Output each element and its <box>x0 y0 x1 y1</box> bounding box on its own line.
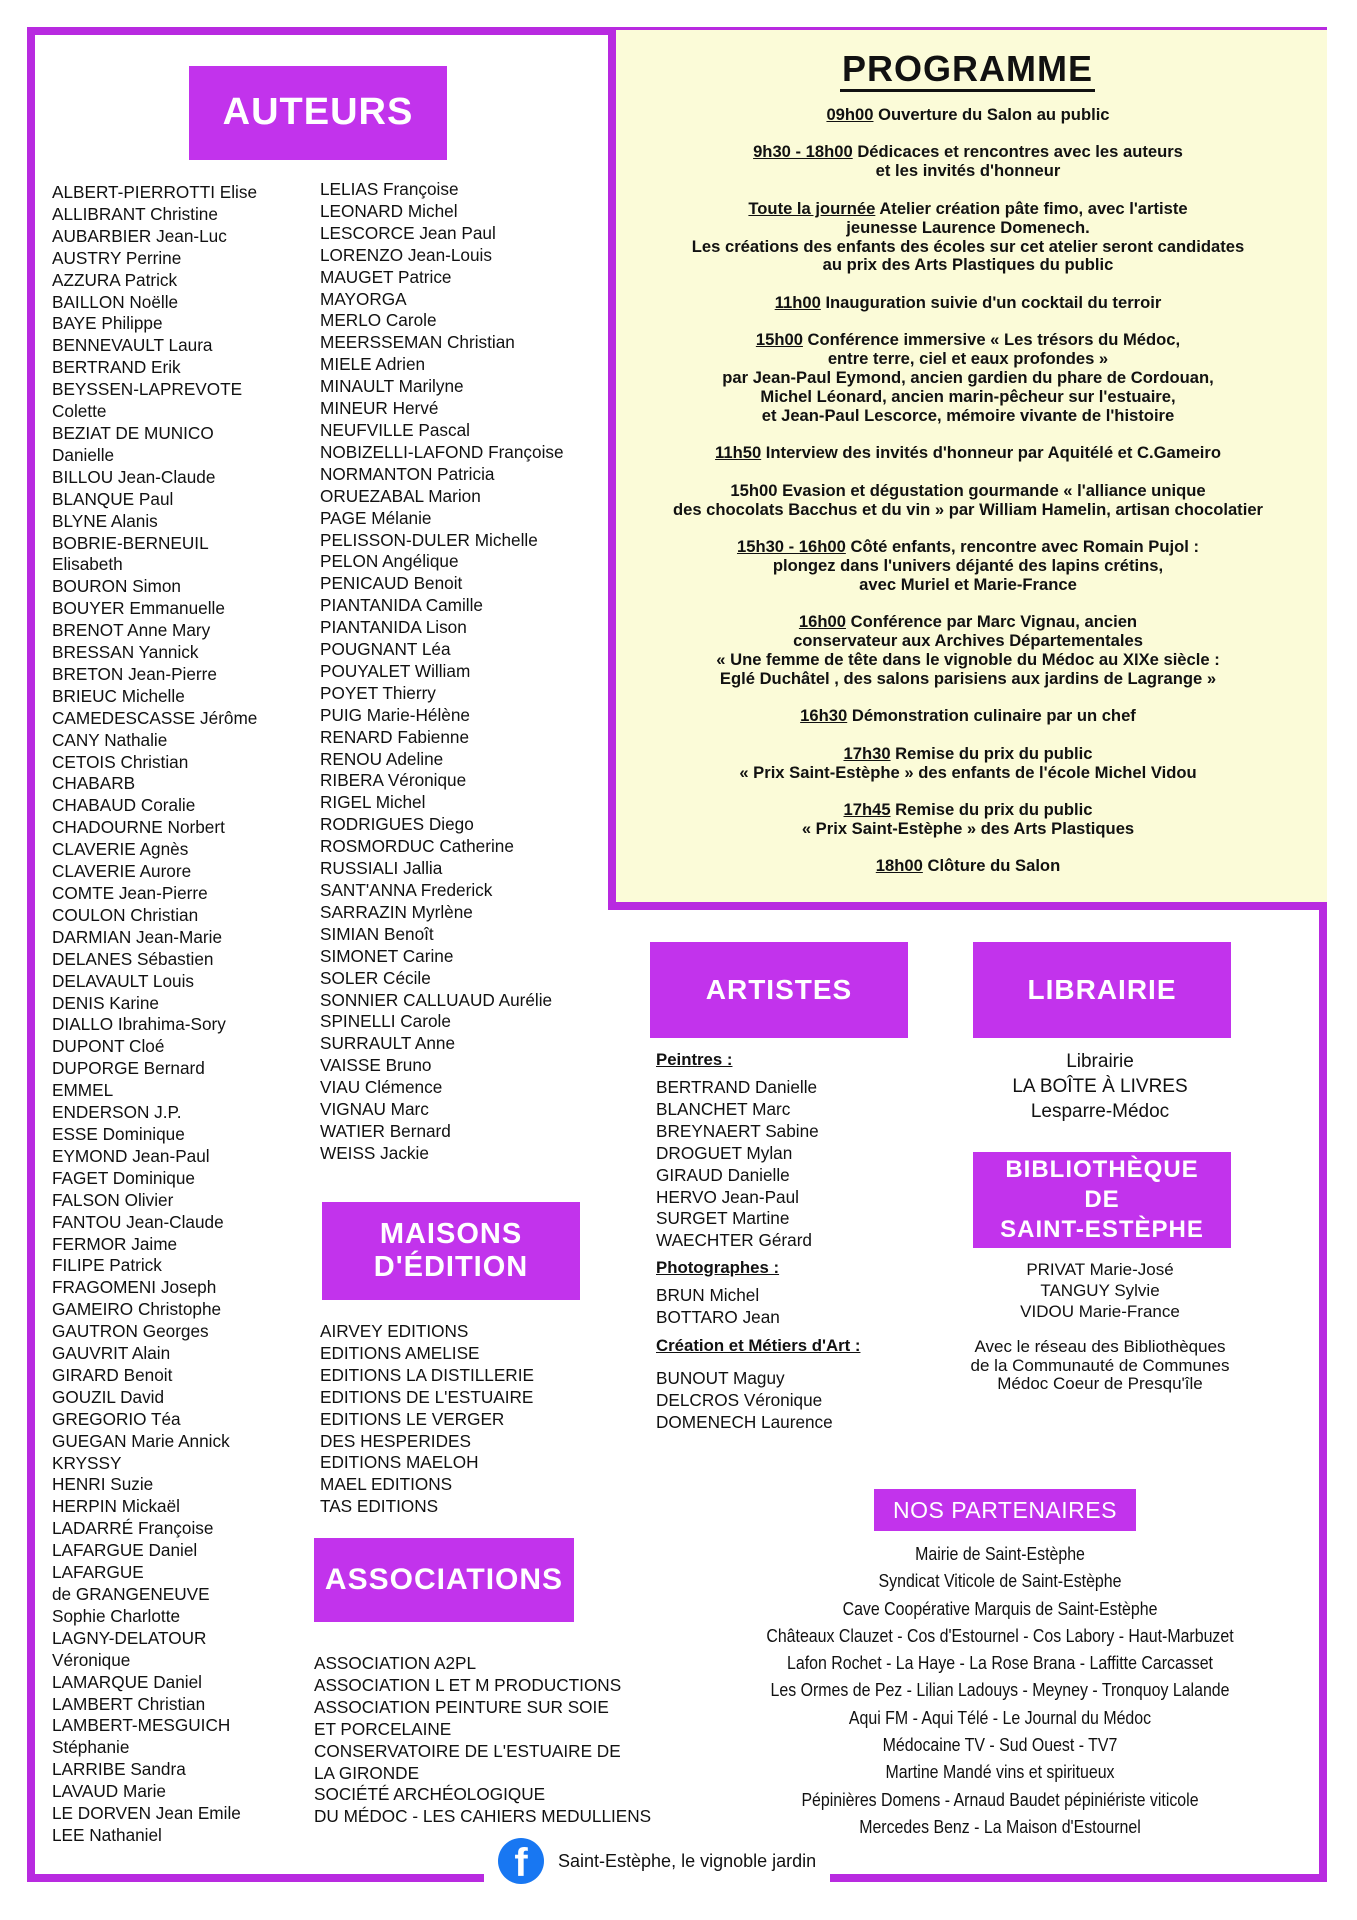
programme-text: 15h00 Evasion et dégustation gourmande « l'alliance unique <box>730 480 1206 500</box>
author-name: GAUVRIT Alain <box>52 1343 171 1364</box>
publisher-name: MAEL EDITIONS <box>320 1474 453 1495</box>
programme-line <box>616 256 1320 275</box>
programme-time: 17h45 <box>843 800 891 820</box>
programme-text: Remise du prix du public <box>890 743 1093 763</box>
creation-list <box>656 1368 833 1434</box>
partner-name: Médocaine TV - Sud Ouest - TV7 <box>882 1734 1118 1756</box>
author-name: BENNEVAULT Laura <box>52 335 213 356</box>
author-name: DELANES Sébastien <box>52 948 214 969</box>
author-name: BRETON Jean-Pierre <box>52 663 217 684</box>
author-name: LADARRÉ Françoise <box>52 1518 214 1539</box>
publisher-name: EDITIONS AMELISE <box>320 1342 480 1363</box>
programme-line <box>616 820 1320 839</box>
programme-line <box>616 801 1320 820</box>
author-name: DUPORGE Bernard <box>52 1058 205 1079</box>
artisan-name: DELCROS Véronique <box>656 1389 823 1410</box>
author-name: Stéphanie <box>52 1737 130 1758</box>
programme-line <box>616 745 1320 764</box>
programme-item <box>616 801 1320 839</box>
programme-time: 15h30 - 16h00 <box>736 537 846 556</box>
author-name: POUYALET William <box>320 660 471 681</box>
association-name: ASSOCIATION L ET M PRODUCTIONS <box>314 1674 622 1695</box>
author-name: LELIAS Françoise <box>320 179 459 199</box>
author-name: VIGNAU Marc <box>320 1099 429 1120</box>
author-name: GUEGAN Marie Annick <box>52 1430 230 1451</box>
publisher-name: DES HESPERIDES <box>320 1430 471 1451</box>
author-name: BOBRIE-BERNEUIL <box>52 532 209 553</box>
author-name: de GRANGENEUVE <box>52 1584 210 1604</box>
programme-text: Eglé Duchâtel , des salons parisiens aux jardins de Lagrange » <box>719 668 1217 688</box>
programme-time: 16h00 <box>798 612 846 632</box>
author-name: CLAVERIE Agnès <box>52 839 189 860</box>
programme-line <box>616 764 1320 783</box>
programme-line <box>616 294 1320 313</box>
librairie-line: LA BOÎTE À LIVRES <box>1012 1076 1188 1097</box>
author-name: HERPIN Mickaël <box>52 1496 180 1517</box>
artisan-name: BUNOUT Maguy <box>656 1368 785 1388</box>
programme-line <box>616 857 1320 876</box>
author-name: CHABARB <box>52 773 136 794</box>
author-name: PAGE Mélanie <box>320 507 432 528</box>
author-name: ENDERSON J.P. <box>52 1102 182 1123</box>
author-name: EYMOND Jean-Paul <box>52 1145 210 1166</box>
author-name: LARRIBE Sandra <box>52 1759 186 1780</box>
author-name: KRYSSY <box>52 1452 122 1473</box>
author-name: NOBIZELLI-LAFOND Françoise <box>320 441 564 462</box>
programme-line <box>616 707 1320 726</box>
programme-line <box>616 238 1320 257</box>
author-name: LE DORVEN Jean Emile <box>52 1803 241 1824</box>
author-name: Elisabeth <box>52 554 123 575</box>
author-name: BRENOT Anne Mary <box>52 620 211 641</box>
author-name: RODRIGUES Diego <box>320 814 474 835</box>
author-name: EMMEL <box>52 1080 114 1101</box>
author-name: GAMEIRO Christophe <box>52 1299 222 1320</box>
photographes-list <box>656 1285 780 1329</box>
programme-text: au prix des Arts Plastiques du public <box>822 255 1114 275</box>
programme-time: 16h30 <box>800 706 848 726</box>
programme-title: PROGRAMME <box>608 48 1327 90</box>
association-name: ASSOCIATION PEINTURE SUR SOIE <box>314 1696 609 1717</box>
bibliotheque-network <box>900 1338 1300 1394</box>
programme-text: et les invités d'honneur <box>875 161 1061 181</box>
author-name: CETOIS Christian <box>52 751 189 772</box>
programme-text: « Une femme de tête dans le vignoble du Médoc au XIXe siècle : <box>716 650 1220 670</box>
partner-name: Cave Coopérative Marquis de Saint-Estèphe <box>842 1597 1158 1619</box>
footer-text: Saint-Estèphe, le vignoble jardin <box>558 1850 817 1871</box>
programme-text: et Jean-Paul Lescorce, mémoire vivante de l'histoire <box>761 405 1175 425</box>
association-name: ASSOCIATION A2PL <box>314 1653 477 1673</box>
author-name: AZZURA Patrick <box>52 269 178 290</box>
programme-time: Toute la journée <box>748 198 876 218</box>
author-name: DENIS Karine <box>52 992 159 1013</box>
author-name: Véronique <box>52 1649 131 1670</box>
author-name: RUSSIALI Jallia <box>320 858 443 879</box>
association-name: LA GIRONDE <box>314 1762 420 1783</box>
programme-time: 15h00 <box>755 330 803 350</box>
auteurs-heading: AUTEURS <box>189 66 447 160</box>
author-name: SOLER Cécile <box>320 967 431 988</box>
programme-text: Conférence immersive « Les trésors du Médoc, <box>802 330 1181 350</box>
author-name: PELISSON-DULER Michelle <box>320 529 538 550</box>
programme-line <box>616 143 1320 162</box>
programme-text: conservateur aux Archives Départementales <box>793 631 1143 651</box>
maisons-edition-list <box>320 1321 534 1518</box>
photographer-name: BRUN Michel <box>656 1285 760 1305</box>
author-name: SANT'ANNA Frederick <box>320 880 493 900</box>
programme-line <box>616 651 1320 670</box>
programme-line <box>616 369 1320 388</box>
programme-text: « Prix Saint-Estèphe » des Arts Plastiques <box>801 818 1135 838</box>
author-name: ROSMORDUC Catherine <box>320 836 514 857</box>
programme-text: Démonstration culinaire par un chef <box>847 706 1136 726</box>
author-name: CHABAUD Coralie <box>52 795 196 816</box>
programme-text: Les créations des enfants des écoles sur cet atelier seront candidates <box>691 236 1245 256</box>
programme-line <box>616 388 1320 407</box>
creation-label: Création et Métiers d'Art : <box>656 1336 861 1355</box>
author-name: WATIER Bernard <box>320 1120 451 1141</box>
author-name: PIANTANIDA Camille <box>320 595 483 616</box>
programme-time: 18h00 <box>875 856 923 876</box>
author-name: RIBERA Véronique <box>320 770 467 791</box>
programme-line <box>616 538 1320 557</box>
librarian-name: VIDOU Marie-France <box>1020 1302 1180 1321</box>
association-name: CONSERVATOIRE DE L'ESTUAIRE DE <box>314 1740 621 1761</box>
programme-line <box>616 162 1320 181</box>
author-name: MINAULT Marilyne <box>320 376 464 397</box>
publisher-name: EDITIONS LA DISTILLERIE <box>320 1364 534 1385</box>
programme-line <box>616 557 1320 576</box>
programme-line <box>616 482 1320 501</box>
author-name: FILIPE Patrick <box>52 1255 162 1276</box>
author-name: BLYNE Alanis <box>52 510 158 531</box>
author-name: DARMIAN Jean-Marie <box>52 926 223 947</box>
author-name: LAGNY-DELATOUR <box>52 1627 207 1648</box>
author-name: CANY Nathalie <box>52 729 168 750</box>
painter-name: WAECHTER Gérard <box>656 1230 812 1251</box>
photographer-name: BOTTARO Jean <box>656 1306 780 1327</box>
programme-text: Ouverture du Salon au public <box>873 105 1110 124</box>
bibliotheque-title-line1: BIBLIOTHÈQUE <box>1005 1156 1199 1183</box>
author-name: BLANQUE Paul <box>52 488 174 509</box>
programme-item <box>616 331 1320 426</box>
publisher-name: EDITIONS DE L'ESTUAIRE <box>320 1386 534 1407</box>
associations-heading: ASSOCIATIONS <box>314 1538 574 1622</box>
author-name: DELAVAULT Louis <box>52 970 195 991</box>
programme-line <box>616 200 1320 219</box>
programme-text: Interview des invités d'honneur par Aquitélé et C.Gameiro <box>761 443 1221 463</box>
author-name: MAYORGA <box>320 288 407 309</box>
author-name: VIAU Clémence <box>320 1077 443 1098</box>
auteurs-list-col2 <box>320 179 564 1165</box>
author-name: FALSON Olivier <box>52 1189 174 1210</box>
partner-name: Martine Mandé vins et spiritueux <box>885 1761 1115 1783</box>
author-name: FANTOU Jean-Claude <box>52 1211 224 1232</box>
author-name: POUGNANT Léa <box>320 639 451 660</box>
author-name: MINEUR Hervé <box>320 398 439 419</box>
author-name: POYET Thierry <box>320 682 436 703</box>
author-name: LEONARD Michel <box>320 200 458 221</box>
programme-item <box>616 857 1320 876</box>
programme-text: entre terre, ciel et eaux profondes » <box>827 349 1109 369</box>
bibliotheque-names <box>960 1259 1240 1322</box>
publisher-name: AIRVEY EDITIONS <box>320 1321 469 1341</box>
author-name: SIMIAN Benoît <box>320 923 434 944</box>
network-line: de la Communauté de Communes <box>970 1355 1230 1375</box>
author-name: AUSTRY Perrine <box>52 247 182 268</box>
author-name: BERTRAND Erik <box>52 357 181 378</box>
programme-item <box>616 143 1320 181</box>
librairie-line: Lesparre-Médoc <box>1030 1101 1170 1122</box>
author-name: BRIEUC Michelle <box>52 685 185 706</box>
programme-time: 17h30 <box>843 743 891 763</box>
programme-text: Côté enfants, rencontre avec Romain Pujol : <box>845 537 1199 556</box>
programme-item <box>616 745 1320 783</box>
photographes-label: Photographes : <box>656 1258 780 1277</box>
programme-line <box>616 219 1320 238</box>
author-name: Sophie Charlotte <box>52 1605 181 1626</box>
author-name: ALLIBRANT Christine <box>52 203 218 224</box>
artisan-name: DOMENECH Laurence <box>656 1411 833 1432</box>
programme-text: des chocolats Bacchus et du vin » par William Hamelin, artisan chocolatier <box>672 499 1264 519</box>
author-name: NORMANTON Patricia <box>320 463 495 484</box>
painter-name: GIRAUD Danielle <box>656 1164 790 1185</box>
programme-line <box>616 106 1320 125</box>
programme-item <box>616 106 1320 125</box>
author-name: CLAVERIE Aurore <box>52 861 192 882</box>
programme-line <box>616 444 1320 463</box>
author-name: BAYE Philippe <box>52 313 163 334</box>
programme-time: 11h50 <box>715 443 762 463</box>
author-name: FERMOR Jaime <box>52 1233 178 1254</box>
association-name: ET PORCELAINE <box>314 1718 452 1739</box>
author-name: LAMARQUE Daniel <box>52 1671 202 1692</box>
author-name: LAVAUD Marie <box>52 1781 166 1802</box>
author-name: PENICAUD Benoit <box>320 573 463 594</box>
author-name: PELON Angélique <box>320 551 459 572</box>
programme-time: 09h00 <box>826 105 874 124</box>
author-name: SPINELLI Carole <box>320 1011 451 1032</box>
author-name: BILLOU Jean-Claude <box>52 466 216 487</box>
author-name: VAISSE Bruno <box>320 1055 432 1076</box>
author-name: MEERSSEMAN Christian <box>320 332 515 353</box>
programme-line <box>616 613 1320 632</box>
author-name: CAMEDESCASSE Jérôme <box>52 707 258 728</box>
author-name: DUPONT Cloé <box>52 1036 165 1057</box>
partner-name: Pépinières Domens - Arnaud Baudet pépiniériste viticole <box>801 1788 1199 1810</box>
author-name: SIMONET Carine <box>320 945 454 966</box>
association-name: DU MÉDOC - LES CAHIERS MEDULLIENS <box>314 1806 652 1827</box>
author-name: COULON Christian <box>52 904 199 925</box>
author-name: DIALLO Ibrahima-Sory <box>52 1014 226 1035</box>
painter-name: BLANCHET Marc <box>656 1098 791 1119</box>
partner-name: Mercedes Benz - La Maison d'Estournel <box>859 1815 1141 1837</box>
publisher-name: EDITIONS MAELOH <box>320 1452 479 1473</box>
partenaires-heading: NOS PARTENAIRES <box>874 1489 1136 1531</box>
auteurs-list-col1 <box>52 182 257 1847</box>
author-name: ALBERT-PIERROTTI Elise <box>52 182 258 202</box>
author-name: RIGEL Michel <box>320 792 426 813</box>
programme-line <box>616 407 1320 426</box>
programme-list <box>616 106 1320 895</box>
programme-item <box>616 444 1320 463</box>
bibliotheque-heading <box>973 1152 1231 1248</box>
partner-name: Aqui FM - Aqui Télé - Le Journal du Médoc <box>848 1706 1152 1728</box>
programme-text: Dédicaces et rencontres avec les auteurs <box>852 142 1183 162</box>
programme-line <box>616 670 1320 689</box>
programme-text: Michel Léonard, ancien marin-pêcheur sur l'estuaire, <box>760 386 1176 406</box>
programme-item <box>616 482 1320 520</box>
author-name: BAILLON Noëlle <box>52 291 179 312</box>
author-name: BOUYER Emmanuelle <box>52 598 225 619</box>
programme-text: avec Muriel et Marie-France <box>859 574 1077 594</box>
author-name: RENARD Fabienne <box>320 726 470 747</box>
programme-line <box>616 501 1320 520</box>
programme-text: Atelier création pâte fimo, avec l'artiste <box>875 198 1188 218</box>
programme-text: Conférence par Marc Vignau, ancien <box>845 612 1138 632</box>
librairie-line: Librairie <box>1066 1051 1134 1072</box>
maisons-title-line1: MAISONS <box>379 1217 523 1250</box>
partner-name: Syndicat Viticole de Saint-Estèphe <box>878 1570 1122 1592</box>
maisons-title-line2: D'ÉDITION <box>373 1251 529 1283</box>
partner-name: Lafon Rochet - La Haye - La Rose Brana - Laffitte Carcasset <box>787 1652 1213 1674</box>
programme-text: Remise du prix du public <box>890 800 1093 820</box>
programme-line <box>616 350 1320 369</box>
network-line: Avec le réseau des Bibliothèques <box>974 1337 1226 1356</box>
author-name: LAMBERT-MESGUICH <box>52 1715 231 1736</box>
bibliotheque-title-line2: DE <box>1084 1186 1120 1213</box>
programme-item <box>616 613 1320 689</box>
author-name: FRAGOMENI Joseph <box>52 1277 217 1298</box>
association-name: SOCIÉTÉ ARCHÉOLOGIQUE <box>314 1784 546 1805</box>
author-name: MAUGET Patrice <box>320 266 452 287</box>
librairie-info <box>960 1049 1240 1124</box>
librarian-name: TANGUY Sylvie <box>1040 1281 1160 1300</box>
programme-text: par Jean-Paul Eymond, ancien gardien du phare de Cordouan, <box>722 368 1214 388</box>
programme-time: 9h30 - 18h00 <box>753 142 853 162</box>
partner-name: Châteaux Clauzet - Cos d'Estournel - Cos Labory - Haut-Marbuzet <box>766 1624 1234 1646</box>
programme-item <box>616 707 1320 726</box>
painter-name: DROGUET Mylan <box>656 1142 793 1163</box>
author-name: CHADOURNE Norbert <box>52 817 225 838</box>
author-name: MERLO Carole <box>320 310 437 331</box>
programme-line <box>616 331 1320 350</box>
librarian-name: PRIVAT Marie-José <box>1026 1260 1174 1279</box>
programme-text: « Prix Saint-Estèphe » des enfants de l'école Michel Vidou <box>739 762 1197 782</box>
author-name: LORENZO Jean-Louis <box>320 244 492 265</box>
author-name: GAUTRON Georges <box>52 1321 209 1342</box>
partenaires-list <box>720 1540 1280 1840</box>
artistes-heading: ARTISTES <box>650 942 908 1038</box>
author-name: ORUEZABAL Marion <box>320 485 481 506</box>
maisons-edition-heading <box>322 1202 580 1300</box>
author-name: ESSE Dominique <box>52 1123 185 1144</box>
publisher-name: TAS EDITIONS <box>320 1496 439 1517</box>
author-name: FAGET Dominique <box>52 1167 195 1188</box>
author-name: Danielle <box>52 444 115 465</box>
painter-name: SURGET Martine <box>656 1208 790 1229</box>
author-name: RENOU Adeline <box>320 748 444 769</box>
painter-name: BREYNAERT Sabine <box>656 1120 819 1141</box>
partner-name: Les Ormes de Pez - Lilian Ladouys - Meyney - Tronquoy Lalande <box>770 1679 1230 1701</box>
author-name: Colette <box>52 401 107 422</box>
author-name: NEUFVILLE Pascal <box>320 419 470 440</box>
author-name: PIANTANIDA Lison <box>320 617 467 638</box>
programme-text: jeunesse Laurence Domenech. <box>846 217 1090 237</box>
author-name: GOUZIL David <box>52 1386 165 1407</box>
programme-line <box>616 576 1320 595</box>
author-name: HENRI Suzie <box>52 1474 154 1495</box>
associations-list <box>314 1653 651 1828</box>
programme-line <box>616 632 1320 651</box>
publisher-name: EDITIONS LE VERGER <box>320 1408 505 1429</box>
painter-name: HERVO Jean-Paul <box>656 1186 799 1207</box>
author-name: LESCORCE Jean Paul <box>320 222 496 243</box>
author-name: LAMBERT Christian <box>52 1693 206 1714</box>
bibliotheque-title-line3: SAINT-ESTÈPHE <box>1000 1216 1204 1243</box>
author-name: SONNIER CALLUAUD Aurélie <box>320 989 553 1010</box>
author-name: BRESSAN Yannick <box>52 642 199 663</box>
author-name: BEYSSEN-LAPREVOTE <box>52 379 243 400</box>
author-name: MIELE Adrien <box>320 354 426 375</box>
author-name: SURRAULT Anne <box>320 1033 456 1054</box>
author-name: GREGORIO Téa <box>52 1408 181 1429</box>
partner-name: Mairie de Saint-Estèphe <box>915 1543 1085 1564</box>
author-name: COMTE Jean-Pierre <box>52 883 208 903</box>
painter-name: BERTRAND Danielle <box>656 1077 818 1097</box>
footer <box>484 1838 830 1884</box>
programme-item <box>616 294 1320 313</box>
programme-text: plongez dans l'univers déjanté des lapins crétins, <box>772 555 1164 575</box>
author-name: LEE Nathaniel <box>52 1824 162 1845</box>
author-name: PUIG Marie-Hélène <box>320 704 470 725</box>
programme-item <box>616 200 1320 276</box>
author-name: AUBARBIER Jean-Luc <box>52 225 227 246</box>
author-name: LAFARGUE Daniel <box>52 1540 198 1561</box>
author-name: WEISS Jackie <box>320 1142 429 1163</box>
programme-text: Clôture du Salon <box>922 856 1061 876</box>
facebook-icon[interactable]: f <box>498 1838 544 1884</box>
peintres-list <box>656 1077 819 1252</box>
author-name: BEZIAT DE MUNICO <box>52 422 214 443</box>
author-name: GIRARD Benoit <box>52 1364 173 1385</box>
programme-time: 11h00 <box>774 292 821 312</box>
author-name: SARRAZIN Myrlène <box>320 901 473 922</box>
network-line: Médoc Coeur de Presqu'île <box>997 1374 1203 1393</box>
programme-text: Inauguration suivie d'un cocktail du terroir <box>820 292 1162 312</box>
author-name: BOURON Simon <box>52 576 181 597</box>
programme-item <box>616 538 1320 595</box>
author-name: LAFARGUE <box>52 1562 144 1583</box>
peintres-label: Peintres : <box>656 1050 733 1069</box>
librairie-heading: LIBRAIRIE <box>973 942 1231 1038</box>
